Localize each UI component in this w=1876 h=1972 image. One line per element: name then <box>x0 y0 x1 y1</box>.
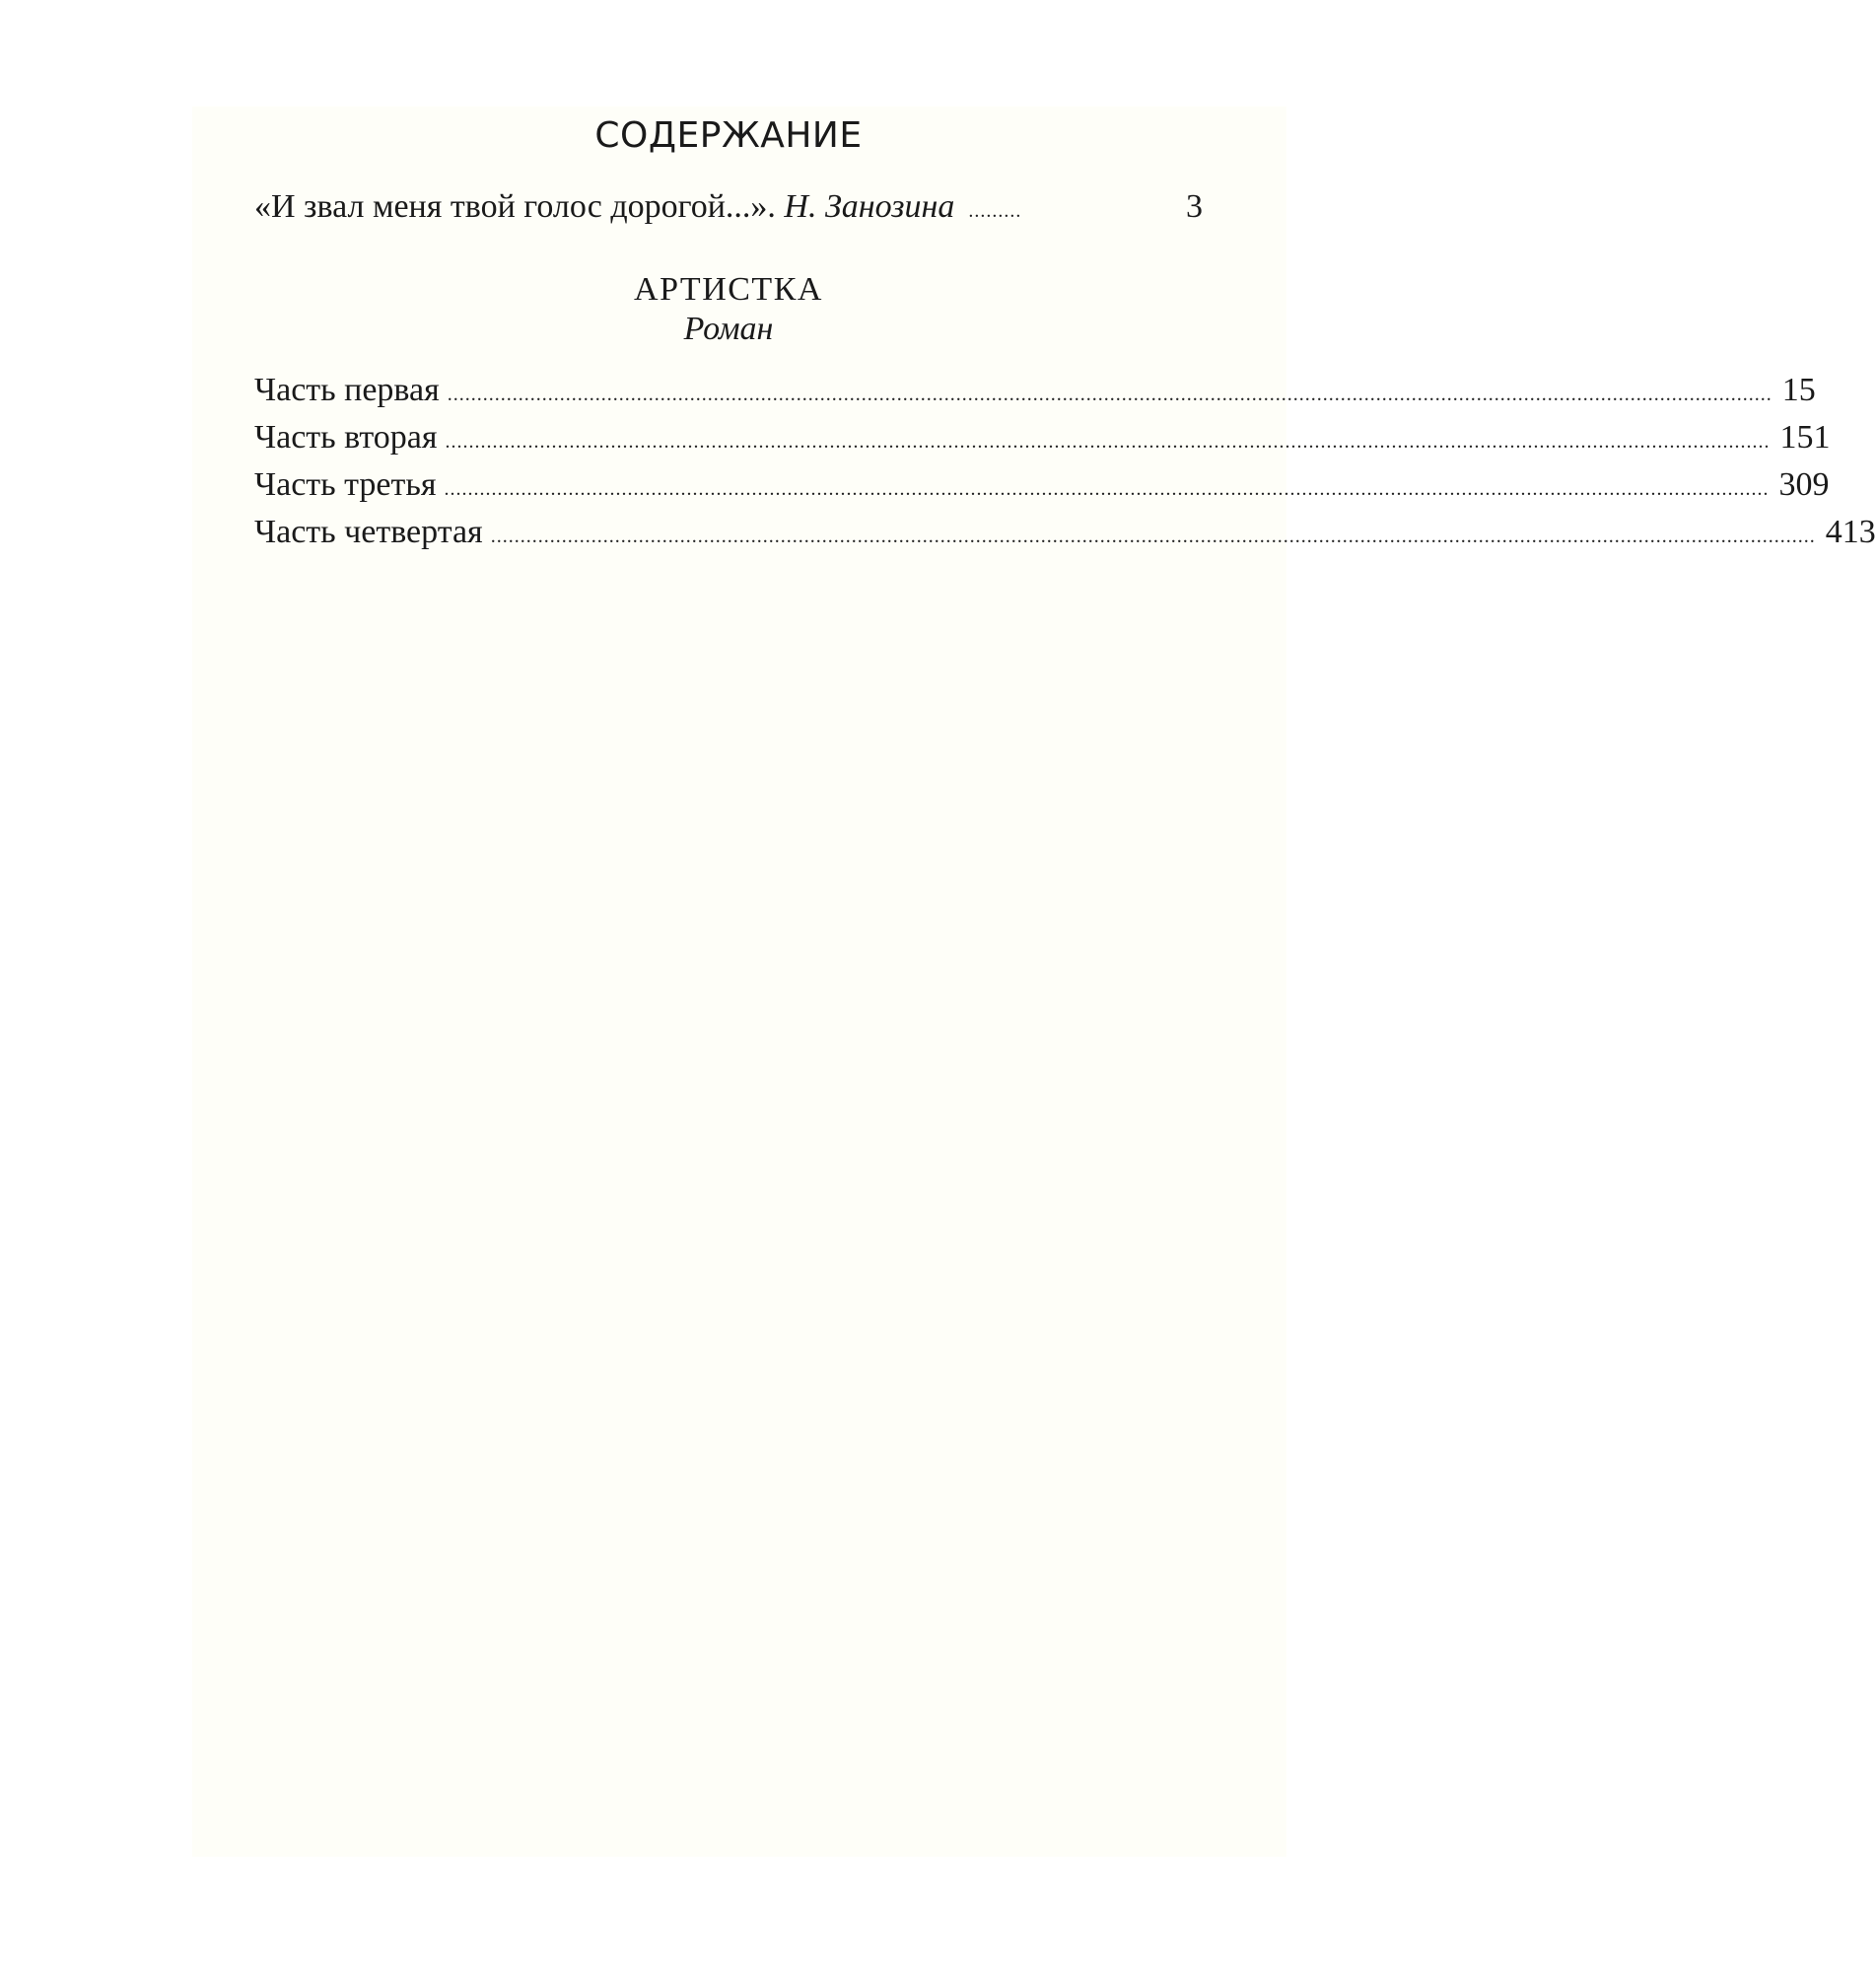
work-subtitle: Роман <box>683 311 774 347</box>
dot-leader: ................................................................................................................................................................................................................................ <box>490 526 1816 547</box>
dot-leader: ................................................................................................................................................................................................................................ <box>444 478 1770 500</box>
page-number: 309 <box>1778 466 1830 503</box>
table-of-contents <box>254 106 1876 558</box>
parts-list <box>254 369 1876 558</box>
toc-entry-intro <box>254 185 1203 233</box>
toc-entry-part-3 <box>254 463 1830 511</box>
toc-entry-title: Часть третья <box>254 466 437 503</box>
toc-entry-title: Часть вторая <box>254 419 438 456</box>
toc-entry-title: Часть первая <box>254 372 440 408</box>
page-number: 413 <box>1825 514 1876 550</box>
toc-entry-part-1 <box>254 369 1816 416</box>
work-title: АРТИСТКА <box>634 271 823 308</box>
toc-entry-part-2 <box>254 416 1831 463</box>
dot-leader: ................................................................................................................................................................................................................................ <box>447 384 1772 405</box>
dot-leader: ......... <box>968 200 1022 222</box>
toc-entry-title <box>254 185 954 229</box>
dot-leader: ................................................................................................................................................................................................................................ <box>445 431 1771 453</box>
page-number: 15 <box>1781 372 1816 408</box>
intro-author: Н. Занозина <box>784 188 955 225</box>
page-number: 3 <box>1186 188 1203 225</box>
page-number: 151 <box>1779 419 1831 456</box>
toc-entry-part-4 <box>254 511 1876 558</box>
toc-heading: СОДЕРЖАНИЕ <box>594 115 863 156</box>
toc-entry-title: Часть четвертая <box>254 514 483 550</box>
intro-title: «И звал меня твой голос дорогой...». <box>254 188 776 225</box>
